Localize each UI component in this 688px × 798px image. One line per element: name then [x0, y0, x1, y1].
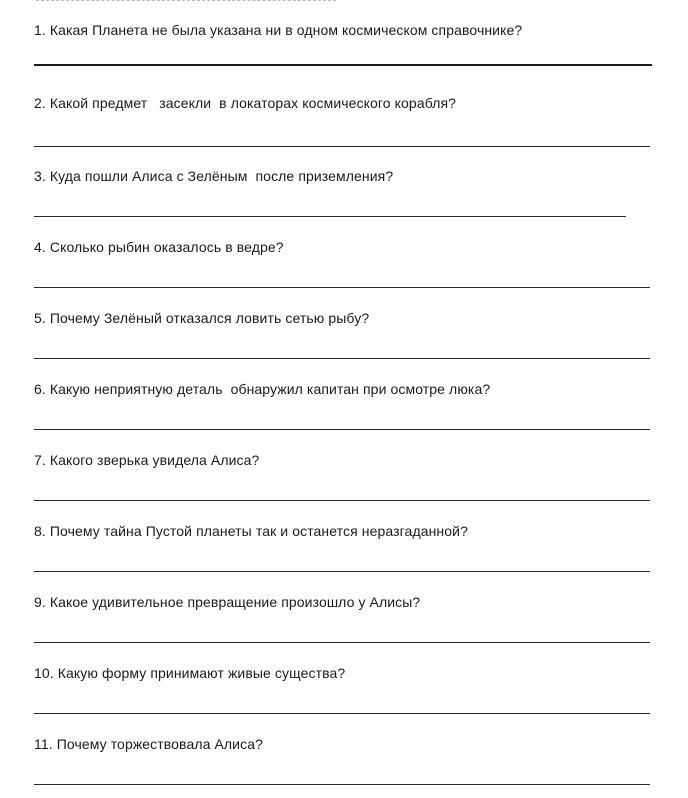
question-7: 7. Какого зверька увидела Алиса?	[34, 452, 260, 468]
question-8: 8. Почему тайна Пустой планеты так и останется неразгаданной?	[34, 523, 468, 539]
question-6: 6. Какую неприятную деталь обнаружил капитан при осмотре люка?	[34, 381, 491, 397]
answer-line-6[interactable]	[34, 429, 650, 430]
answer-line-7[interactable]	[34, 500, 650, 501]
cropped-header-remnant	[36, 0, 336, 4]
answer-line-4[interactable]	[34, 287, 650, 288]
question-2: 2. Какой предмет засекли в локаторах космического корабля?	[34, 95, 457, 111]
answer-line-8[interactable]	[34, 571, 650, 572]
question-4: 4. Сколько рыбин оказалось в ведре?	[34, 239, 284, 255]
answer-line-11[interactable]	[34, 784, 650, 785]
answer-line-10[interactable]	[34, 713, 650, 714]
answer-line-1[interactable]	[34, 64, 652, 66]
answer-line-5[interactable]	[34, 358, 650, 359]
question-11: 11. Почему торжествовала Алиса?	[34, 736, 263, 752]
answer-line-9[interactable]	[34, 642, 650, 643]
question-5: 5. Почему Зелёный отказался ловить сетью рыбу?	[34, 310, 370, 326]
question-9: 9. Какое удивительное превращение произошло у Алисы?	[34, 594, 421, 610]
answer-line-3[interactable]	[34, 216, 626, 217]
answer-line-2[interactable]	[34, 146, 650, 147]
question-10: 10. Какую форму принимают живые существа?	[34, 665, 346, 681]
question-1: 1. Какая Планета не была указана ни в одном космическом справочнике?	[34, 22, 523, 38]
question-3: 3. Куда пошли Алиса с Зелёным после приземления?	[34, 168, 394, 184]
